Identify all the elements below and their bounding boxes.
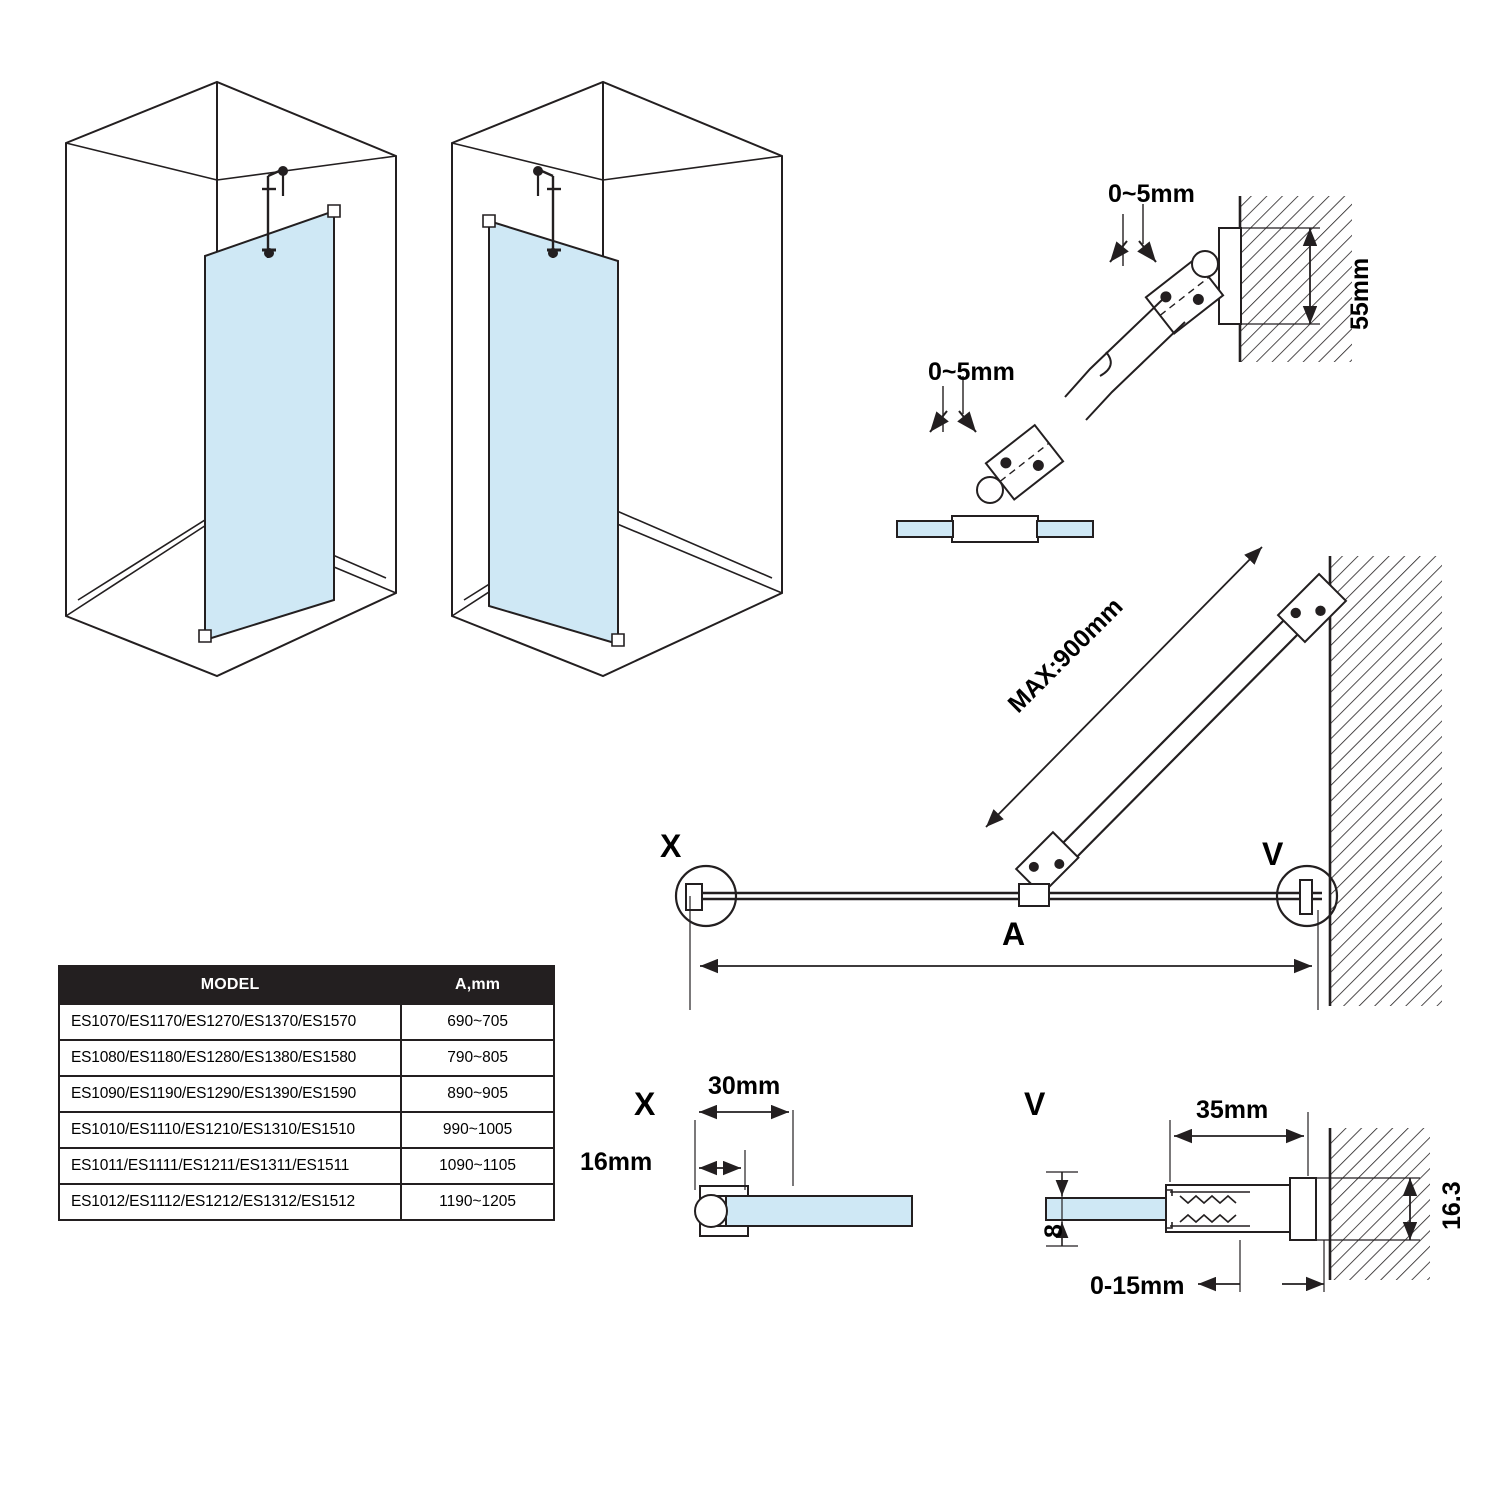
label-bracket-top-gap: 0~5mm — [1108, 180, 1195, 208]
table-header-a: A,mm — [401, 966, 554, 1004]
table-header-row — [59, 966, 554, 1004]
cell-model: ES1090/ES1190/ES1290/ES1390/ES1590 — [59, 1076, 401, 1112]
label-profile-v-height: 16.3 — [1438, 1181, 1466, 1230]
cell-a: 1190~1205 — [401, 1184, 554, 1220]
cell-model: ES1012/ES1112/ES1212/ES1312/ES1512 — [59, 1184, 401, 1220]
cell-a: 990~1005 — [401, 1112, 554, 1148]
marker-v-plan: V — [1262, 836, 1284, 872]
cell-model: ES1080/ES1180/ES1280/ES1380/ES1580 — [59, 1040, 401, 1076]
label-plan-width: A — [1002, 916, 1026, 952]
cell-model: ES1011/ES1111/ES1211/ES1311/ES1511 — [59, 1148, 401, 1184]
label-glass-thickness: 8 — [1040, 1224, 1068, 1238]
wall-profile-detail-v — [1046, 1112, 1430, 1292]
table-row — [59, 1004, 554, 1040]
cell-a: 690~705 — [401, 1004, 554, 1040]
isometric-view-left-hand — [66, 82, 396, 676]
label-wall-adjust: 0-15mm — [1090, 1272, 1185, 1300]
label-profile-x-width: 30mm — [708, 1072, 781, 1100]
model-dimension-table — [58, 965, 555, 1221]
label-bracket-height: 55mm — [1346, 257, 1374, 330]
plan-view-with-support-bar — [676, 547, 1442, 1010]
table-row — [59, 1076, 554, 1112]
cell-model: ES1070/ES1170/ES1270/ES1370/ES1570 — [59, 1004, 401, 1040]
table-row — [59, 1040, 554, 1076]
label-profile-x-inner: 16mm — [580, 1148, 653, 1176]
cell-a: 1090~1105 — [401, 1148, 554, 1184]
cell-a: 790~805 — [401, 1040, 554, 1076]
label-profile-v-width: 35mm — [1196, 1096, 1269, 1124]
table-row — [59, 1148, 554, 1184]
marker-x-detail: X — [634, 1086, 656, 1122]
marker-v-detail: V — [1024, 1086, 1046, 1122]
glass-edge-profile-detail-x — [695, 1110, 912, 1236]
cell-a: 890~905 — [401, 1076, 554, 1112]
table-row — [59, 1184, 554, 1220]
table-header-model: MODEL — [59, 966, 401, 1004]
isometric-view-right-hand — [452, 82, 782, 676]
table-row — [59, 1112, 554, 1148]
label-bar-max-length: MAX:900mm — [1002, 592, 1129, 719]
label-bracket-bottom-gap: 0~5mm — [928, 358, 1015, 386]
marker-x-plan: X — [660, 828, 682, 864]
cell-model: ES1010/ES1110/ES1210/ES1310/ES1510 — [59, 1112, 401, 1148]
